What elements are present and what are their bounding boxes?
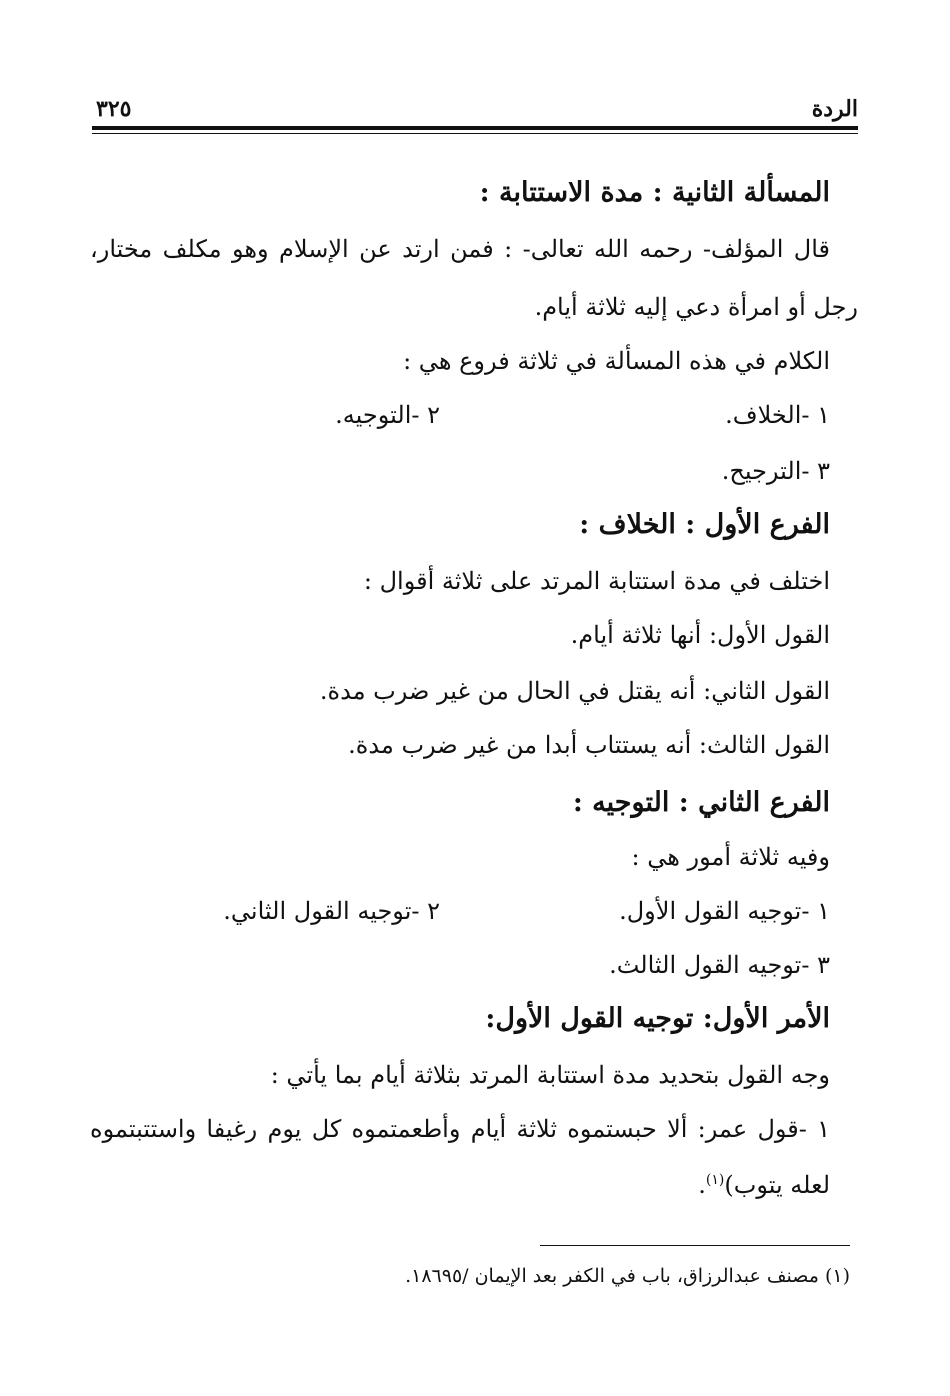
footnote-1: (١) مصنف عبدالرزاق، باب في الكفر بعد الإيمان /١٨٦٩٥. — [405, 1265, 850, 1287]
footnote-separator — [540, 1245, 850, 1246]
page-header — [96, 92, 858, 128]
evidence-line-1: ١ -قول عمر: ألا حبستموه ثلاثة أيام وأطعمتموه كل يوم رغيفا واستتبتموه — [90, 1115, 830, 1143]
tawjih-item-2: ٢ -توجيه القول الثاني. — [223, 897, 440, 925]
branch-item-1: ١ -الخلاف. — [725, 401, 830, 429]
tawjih-intro: وفيه ثلاثة أمور هي : — [631, 843, 830, 871]
page-number: ٣٢٥ — [96, 96, 132, 122]
tawjih-item-3: ٣ -توجيه القول الثالث. — [609, 951, 830, 979]
author-quote-line-1: قال المؤلف- رحمه الله تعالى- : فمن ارتد عن الإسلام وهو مكلف مختار، — [90, 235, 830, 263]
section-heading-first-matter: الأمر الأول: توجيه القول الأول: — [485, 1003, 830, 1034]
evidence-end: . — [698, 1171, 706, 1199]
branch-item-2: ٢ -التوجيه. — [335, 401, 440, 429]
author-quote-line-2: رجل أو امرأة دعي إليه ثلاثة أيام. — [534, 293, 858, 321]
section-heading-tawjih: الفرع الثاني : التوجيه : — [572, 787, 830, 818]
branch-item-3: ٣ -الترجيح. — [721, 457, 830, 485]
evidence-line-2 — [90, 1168, 830, 1202]
qawl-3: القول الثالث: أنه يستتاب أبدا من غير ضرب مدة. — [348, 731, 830, 759]
qawl-1: القول الأول: أنها ثلاثة أيام. — [570, 621, 830, 649]
header-rule-thick — [92, 126, 858, 130]
khilaf-intro: اختلف في مدة استتابة المرتد على ثلاثة أقوال : — [363, 567, 830, 595]
header-rule-thin — [92, 133, 858, 134]
footnote-ref: (١) — [705, 1172, 725, 1188]
tawjih-item-1: ١ -توجيه القول الأول. — [619, 897, 830, 925]
wajh-intro: وجه القول بتحديد مدة استتابة المرتد بثلاثة أيام بما يأتي : — [270, 1061, 830, 1089]
section-heading-khilaf: الفرع الأول : الخلاف : — [579, 509, 830, 540]
evidence-text: لعله يتوب) — [724, 1171, 830, 1199]
section-heading-duration: المسألة الثانية : مدة الاستتابة : — [479, 177, 830, 208]
qawl-2: القول الثاني: أنه يقتل في الحال من غير ضرب مدة. — [319, 677, 830, 705]
running-title: الردة — [811, 96, 858, 122]
branches-intro: الكلام في هذه المسألة في ثلاثة فروع هي : — [403, 347, 830, 375]
